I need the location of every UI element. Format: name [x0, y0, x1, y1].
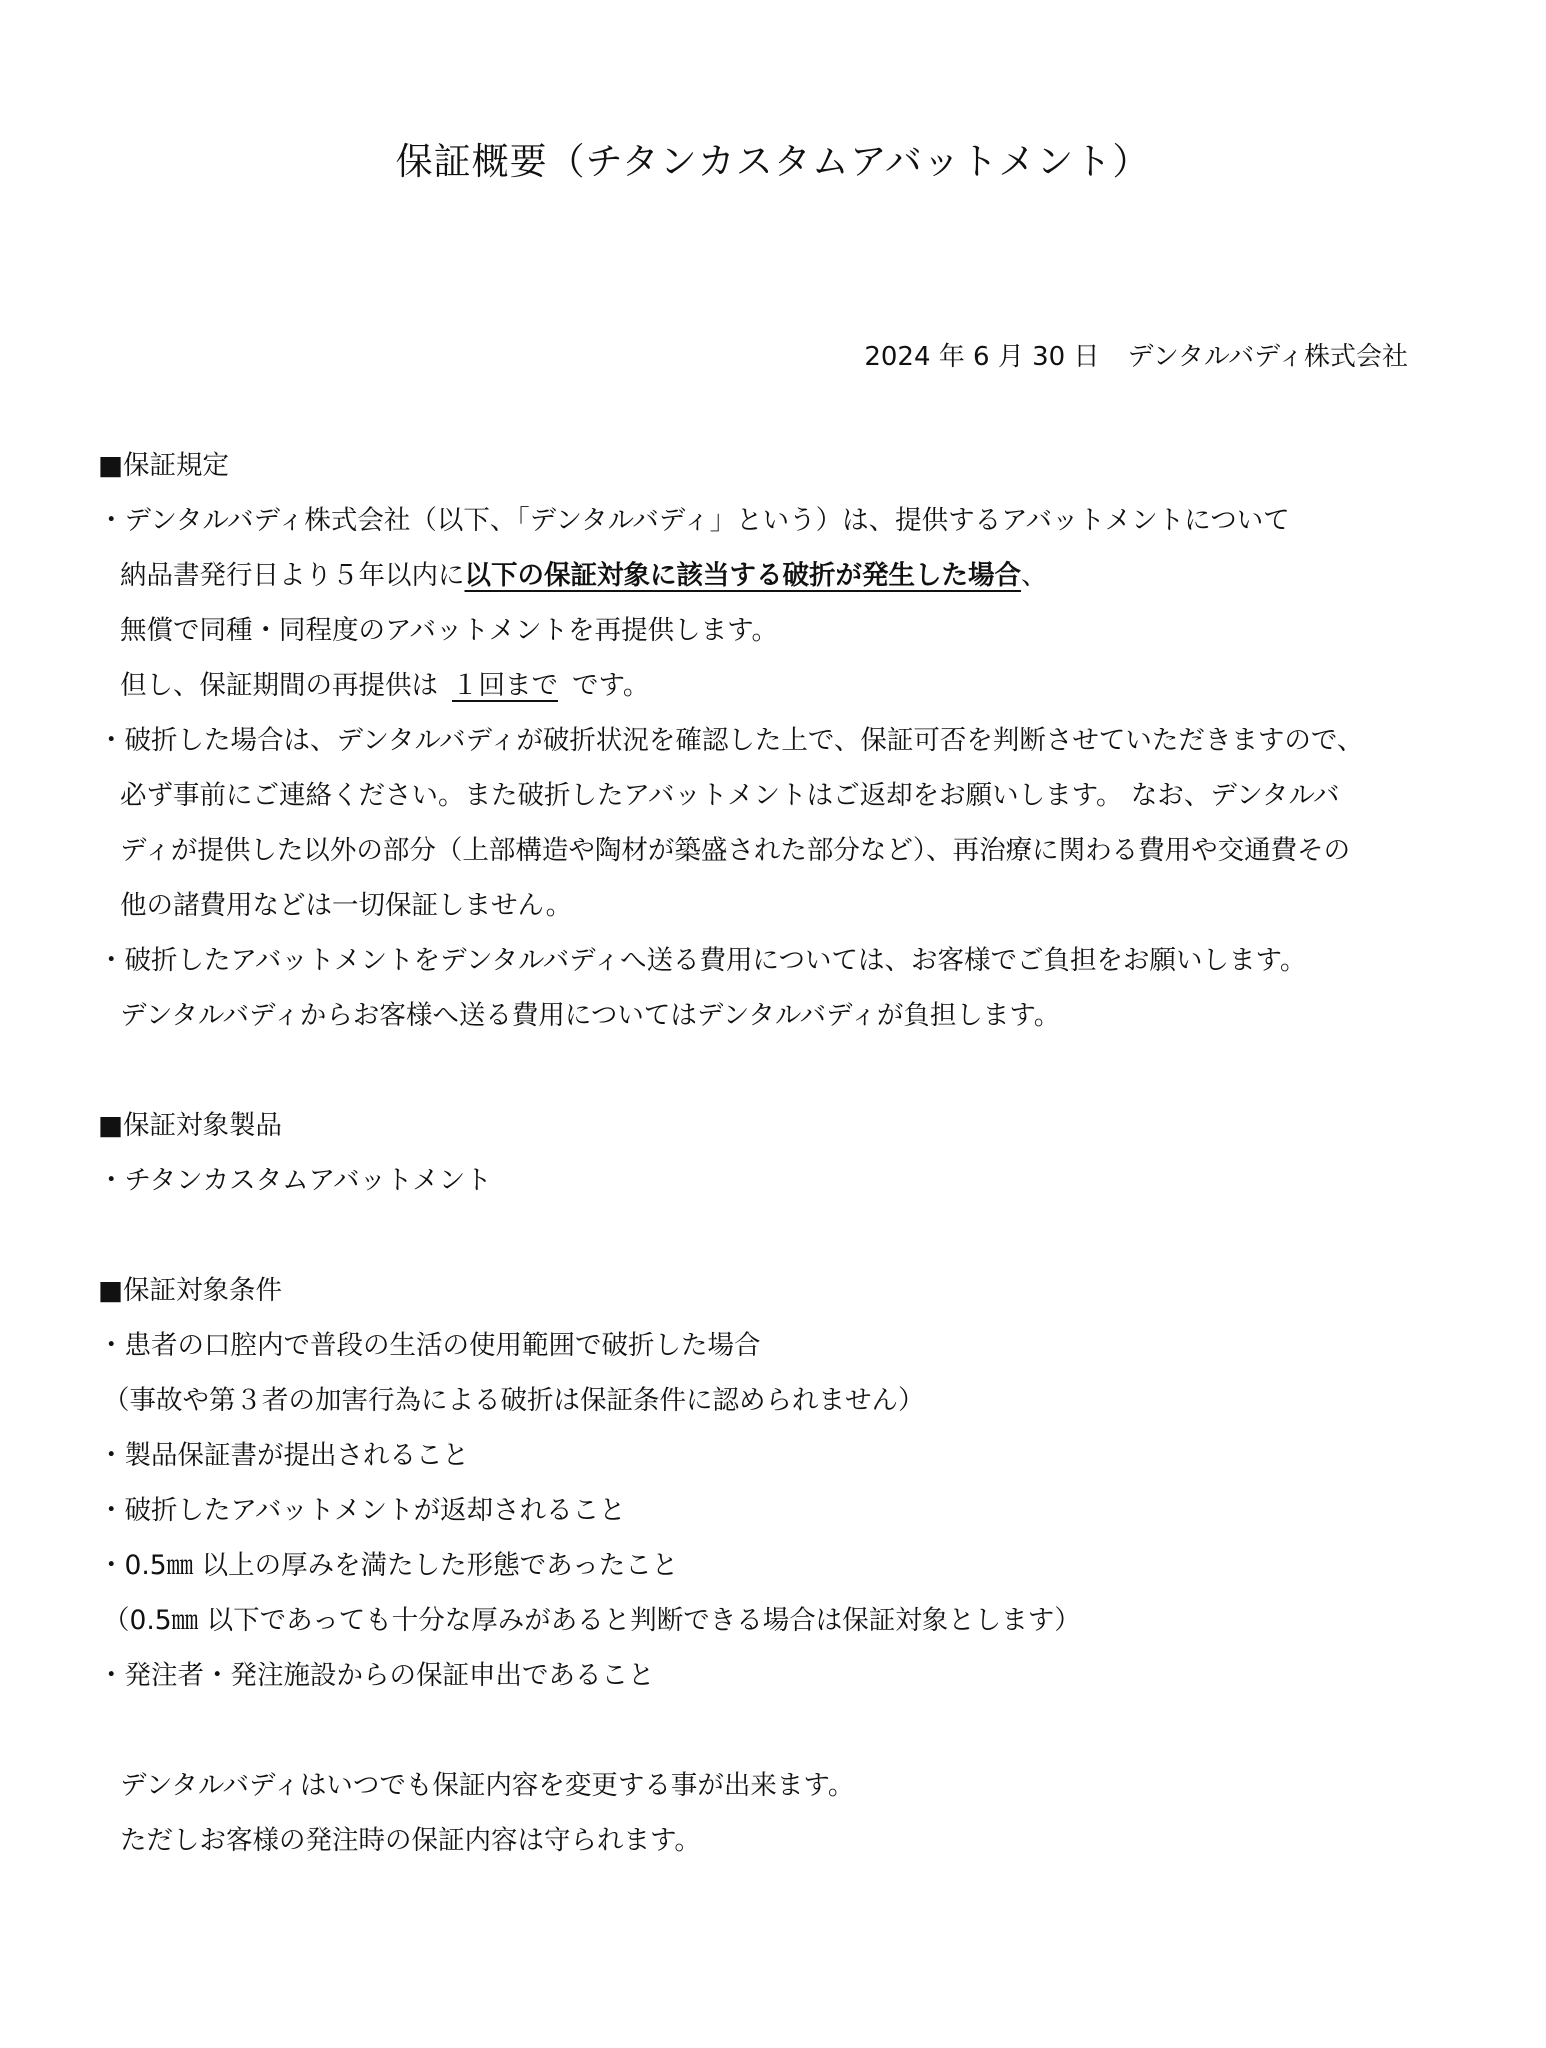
section-heading-products: ■保証対象製品: [98, 1110, 283, 1141]
document-title: 保証概要（チタンカスタムアバットメント）: [395, 140, 1151, 183]
condition-note-4: （0.5㎜ 以下であっても十分な厚みがあると判断できる場合は保証対象とします）: [103, 1605, 1081, 1636]
rules-text: 納品書発行日より５年以内に: [120, 560, 465, 591]
rules-text: 但し、保証期間の再提供は: [120, 670, 438, 701]
condition-item-5: ・発注者・発注施設からの保証申出であること: [98, 1660, 655, 1691]
condition-item-2: ・製品保証書が提出されること: [98, 1440, 469, 1471]
underlined-limit: １回まで: [452, 670, 558, 701]
company-name: デンタルバディ株式会社: [1127, 342, 1408, 372]
closing-line-2: ただしお客様の発注時の保証内容は守られます。: [120, 1825, 701, 1856]
rules-paragraph-1-line-1: ・デンタルバディ株式会社（以下、「デンタルバディ」という）は、提供するアバットメントについて: [98, 505, 1290, 536]
rules-paragraph-1-line-2: [120, 554, 1048, 598]
section-heading-conditions: ■保証対象条件: [98, 1275, 283, 1306]
product-item: ・チタンカスタムアバットメント: [98, 1165, 492, 1196]
closing-line-1: デンタルバディはいつでも保証内容を変更する事が出来ます。: [120, 1770, 855, 1801]
rules-paragraph-3-line-2: デンタルバディからお客様へ送る費用についてはデンタルバディが負担します。: [120, 1000, 1061, 1031]
rules-paragraph-2-line-2: 必ず事前にご連絡ください。また破折したアバットメントはご返却をお願いします。 なお、デンタルバ: [120, 780, 1340, 811]
rules-paragraph-2-line-1: ・破折した場合は、デンタルバディが破折状況を確認した上で、保証可否を判断させていただきますので、: [98, 725, 1364, 756]
rules-text: 、: [1021, 560, 1048, 591]
condition-note-1: （事故や第３者の加害行為による破折は保証条件に認められません）: [103, 1385, 925, 1416]
condition-item-1: ・患者の口腔内で普段の生活の使用範囲で破折した場合: [98, 1330, 761, 1361]
condition-item-3: ・破折したアバットメントが返却されること: [98, 1495, 626, 1526]
rules-text: です。: [572, 670, 650, 701]
underlined-emphasis: 以下の保証対象に該当する破折が発生した場合: [464, 560, 1021, 591]
date-and-issuer: [864, 335, 1408, 379]
rules-paragraph-2-line-4: 他の諸費用などは一切保証しません。: [120, 890, 573, 921]
condition-item-4: ・0.5㎜ 以上の厚みを満たした形態であったこと: [98, 1550, 679, 1581]
rules-paragraph-1-line-4: [120, 664, 649, 708]
issue-date: 2024 年 6 月 30 日: [864, 342, 1100, 372]
rules-paragraph-1-line-3: 無償で同種・同程度のアバットメントを再提供します。: [120, 615, 778, 646]
section-heading-rules: ■保証規定: [98, 450, 230, 481]
rules-paragraph-3-line-1: ・破折したアバットメントをデンタルバディへ送る費用については、お客様でご負担をお願いします。: [98, 945, 1307, 976]
rules-paragraph-2-line-3: ディが提供した以外の部分（上部構造や陶材が築盛された部分など）、再治療に関わる費用や交通費その: [120, 835, 1351, 866]
